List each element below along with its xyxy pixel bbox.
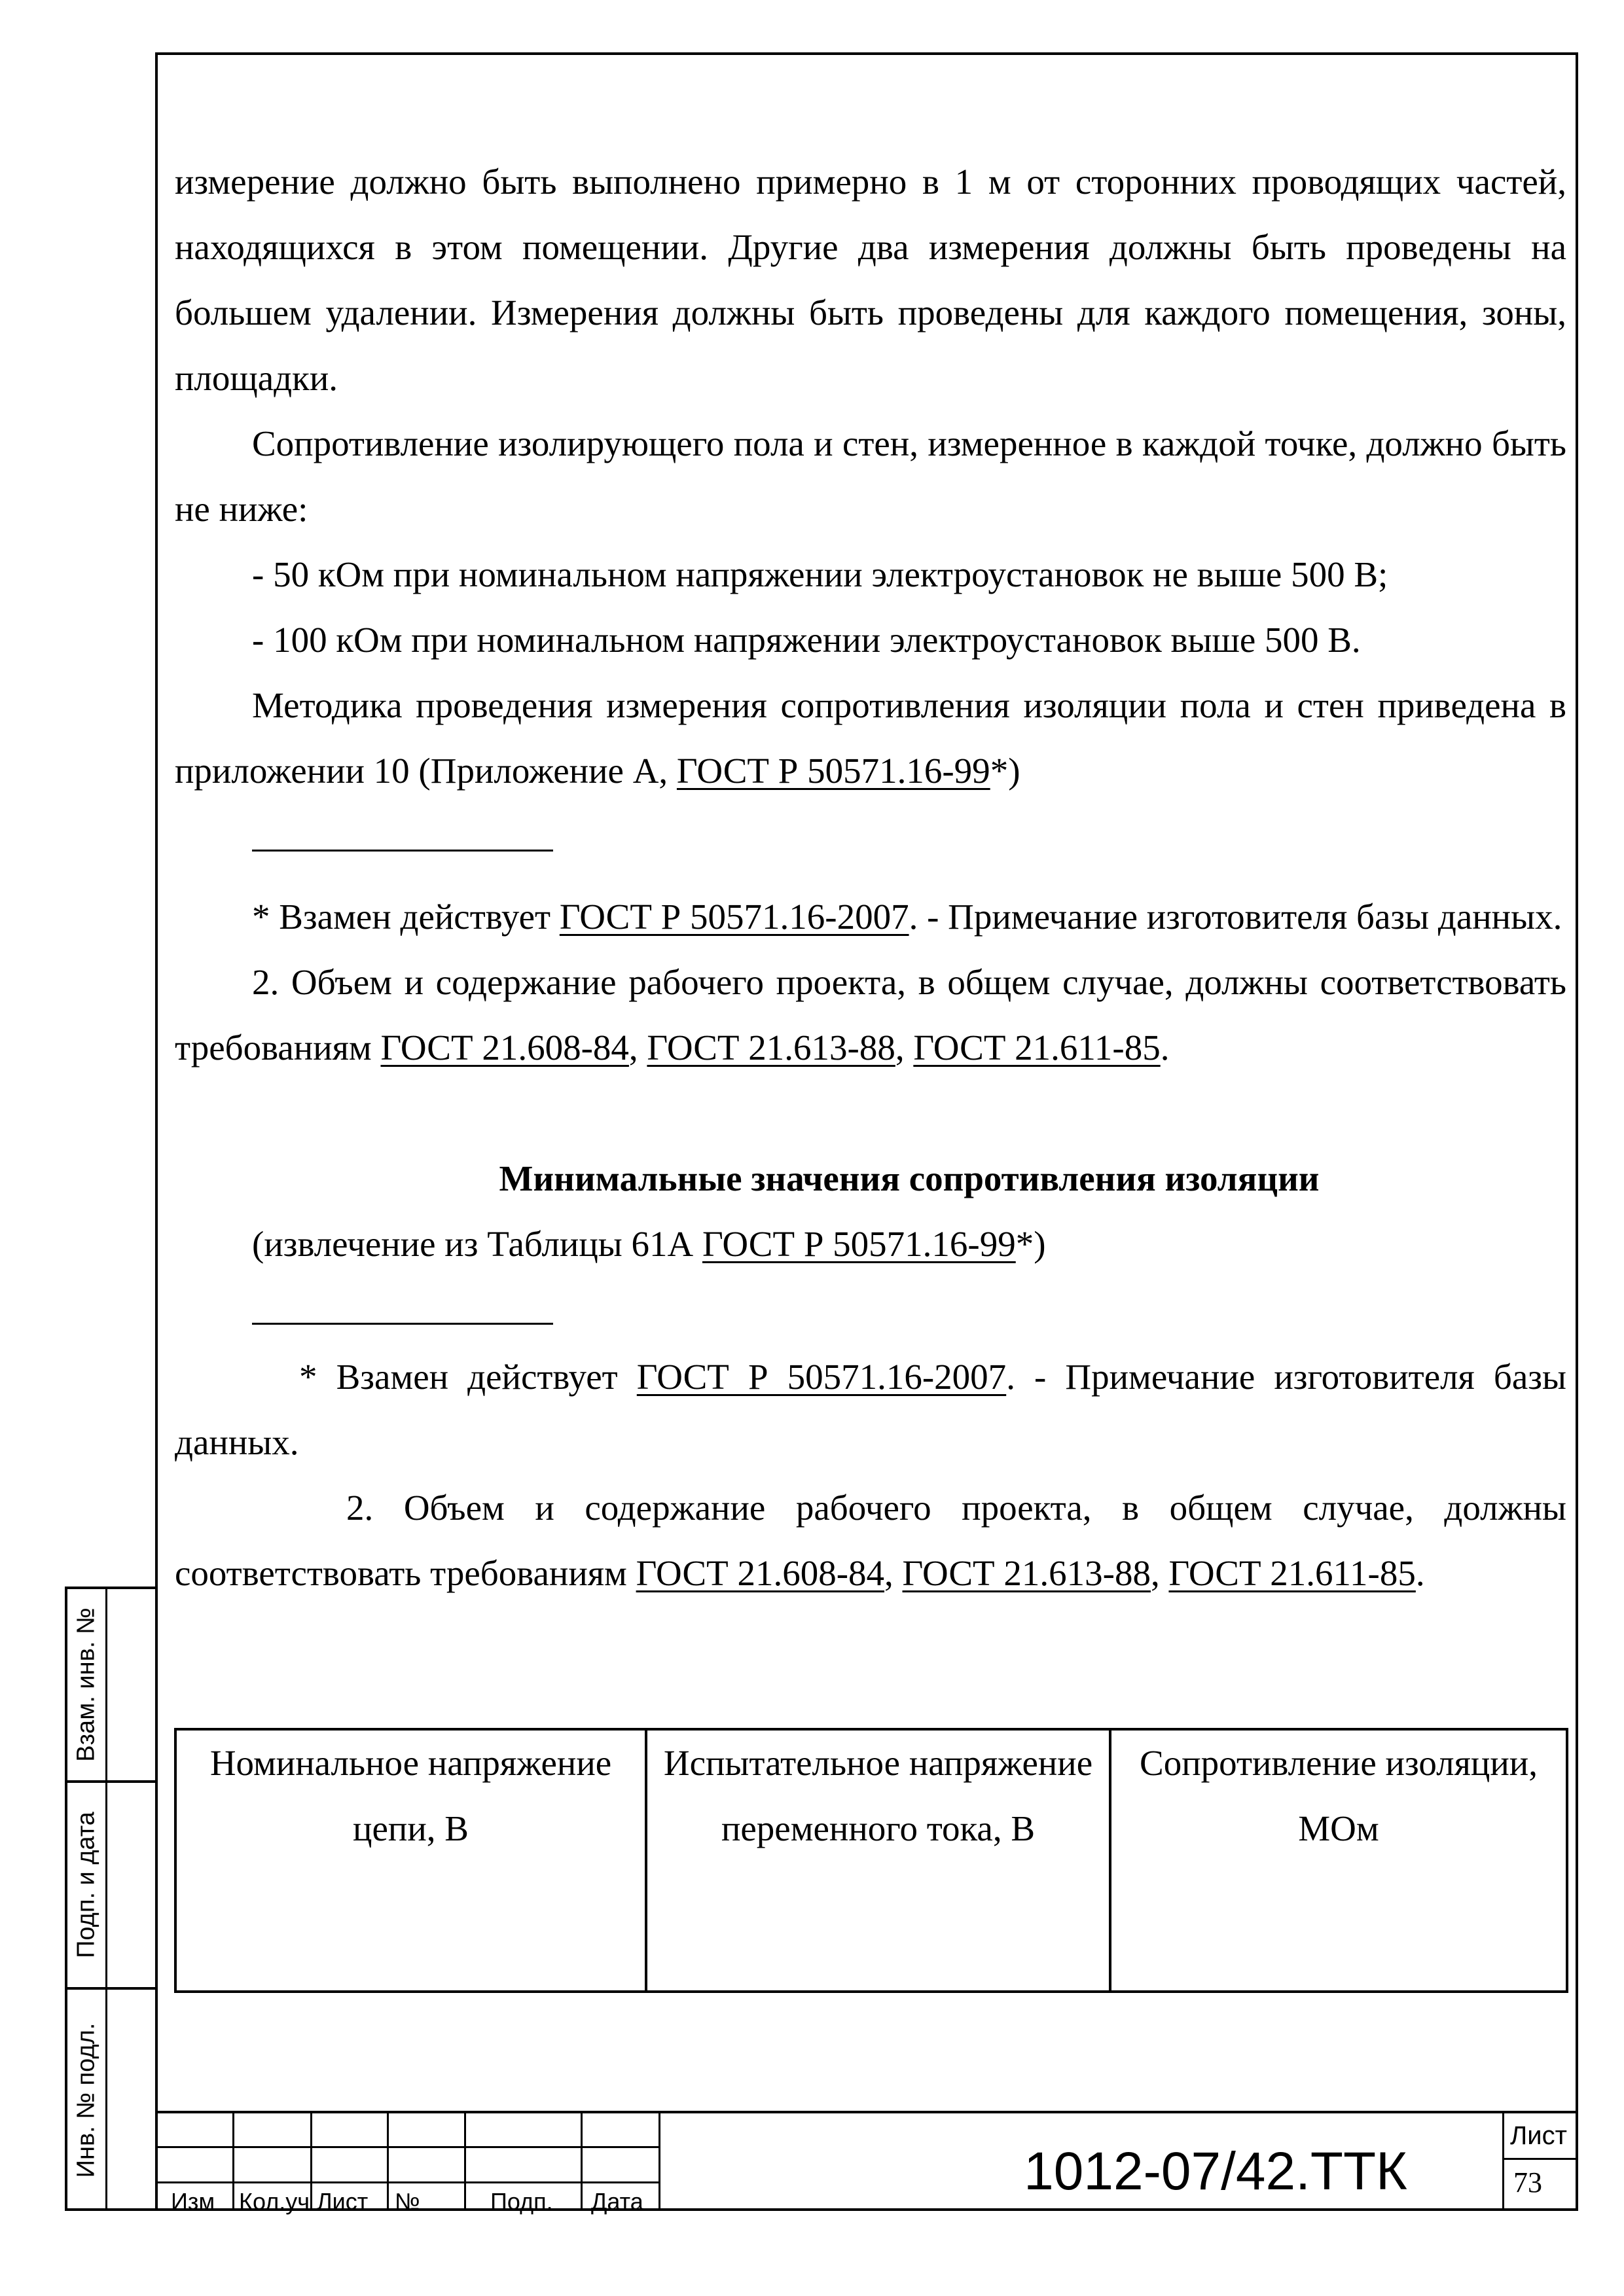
list-item: - 50 кОм при номинальном напряжении электроустановок не выше 500 В; — [252, 554, 1388, 594]
table-header-cell: Номинальное напряжение цепи, В — [175, 1729, 646, 1992]
gost-link[interactable]: ГОСТ 21.608-84 — [636, 1553, 885, 1593]
sheet-number: 73 — [1513, 2166, 1542, 2198]
side-label-inv-podl: Инв. № подл. — [72, 2022, 100, 2178]
table-header-cell: Испытательное напряжение переменного тока, В — [646, 1729, 1110, 1992]
table-subheading: (извлечение из Таблицы 61А ГОСТ Р 50571.16-99*) — [252, 1224, 1046, 1264]
side-label-vzam-inv: Взам. инв. № — [72, 1607, 100, 1762]
footnote: * Взамен действует ГОСТ Р 50571.16-2007. - Примечание изготовителя базы данных. — [252, 897, 1562, 937]
list-item: - 100 кОм при номинальном напряжении электроустановок выше 500 В. — [252, 620, 1361, 660]
side-cell-vzam — [67, 1589, 155, 1783]
side-label-podp-data: Подп. и дата — [72, 1812, 100, 1958]
paragraph: Сопротивление изолирующего пола и стен, измеренное в каждой точке, должно быть не ниже: — [175, 423, 1566, 529]
sheet-label: Лист — [1510, 2121, 1567, 2150]
gost-link[interactable]: ГОСТ 21.613-88 — [647, 1028, 895, 1067]
gost-link[interactable]: ГОСТ Р 50571.16-99 — [676, 751, 990, 791]
side-cell-podp — [67, 1783, 155, 1990]
stamp-label-list: Лист — [317, 2188, 369, 2215]
paragraph: 2. Объем и содержание рабочего проекта, в общем случае, должны соответствовать требованиям ГОСТ 21.608-84, ГОСТ 21.613-88, ГОСТ 21.611-85. — [175, 962, 1566, 1067]
insulation-table — [174, 1728, 1568, 1993]
stamp-label-number: № — [395, 2188, 420, 2215]
gost-link[interactable]: ГОСТ Р 50571.16-2007 — [559, 897, 909, 937]
stamp-label-izm: Изм — [171, 2188, 215, 2215]
table-heading: Минимальные значения сопротивления изоляции — [499, 1158, 1320, 1198]
side-cell-inv — [67, 1990, 155, 2211]
title-block — [155, 2111, 1578, 2215]
paragraph: 2. Объем и содержание рабочего проекта, в общем случае, должны соответствовать требованиям ГОСТ 21.608-84, ГОСТ 21.613-88, ГОСТ 21.611-85. — [175, 1488, 1566, 1593]
gost-link[interactable]: ГОСТ 21.611-85 — [913, 1028, 1161, 1067]
stamp-label-data: Дата — [591, 2188, 643, 2215]
footnote: * Взамен действует ГОСТ Р 50571.16-2007. - Примечание изготовителя базы данных. — [175, 1357, 1566, 1462]
document-code: 1012-07/42.ТТК — [1024, 2142, 1407, 2201]
paragraph: Методика проведения измерения сопротивления изоляции пола и стен приведена в приложении 10 (Приложение А, ГОСТ Р 50571.16-99*) — [175, 685, 1566, 791]
stamp-label-kol-uch: Кол.уч — [239, 2188, 310, 2215]
paragraph: измерение должно быть выполнено примерно в 1 м от сторонних проводящих частей, находящихся в этом помещении. Другие два измерения должны быть проведены на большем удалении. Измерения должны быть проведены для каждого помещения, зоны, площадки. — [175, 162, 1566, 398]
gost-link[interactable]: ГОСТ Р 50571.16-99 — [702, 1224, 1016, 1264]
side-stamp — [65, 1587, 155, 2211]
gost-link[interactable]: ГОСТ 21.613-88 — [902, 1553, 1151, 1593]
document-body — [175, 149, 1566, 1606]
gost-link[interactable]: ГОСТ 21.611-85 — [1168, 1553, 1416, 1593]
table-header-cell: Сопротивление изоляции, МОм — [1110, 1729, 1567, 1992]
gost-link[interactable]: ГОСТ 21.608-84 — [380, 1028, 629, 1067]
table-header-row — [175, 1729, 1567, 1992]
stamp-label-podp: Подп. — [490, 2188, 553, 2215]
gost-link[interactable]: ГОСТ Р 50571.16-2007 — [636, 1357, 1007, 1397]
